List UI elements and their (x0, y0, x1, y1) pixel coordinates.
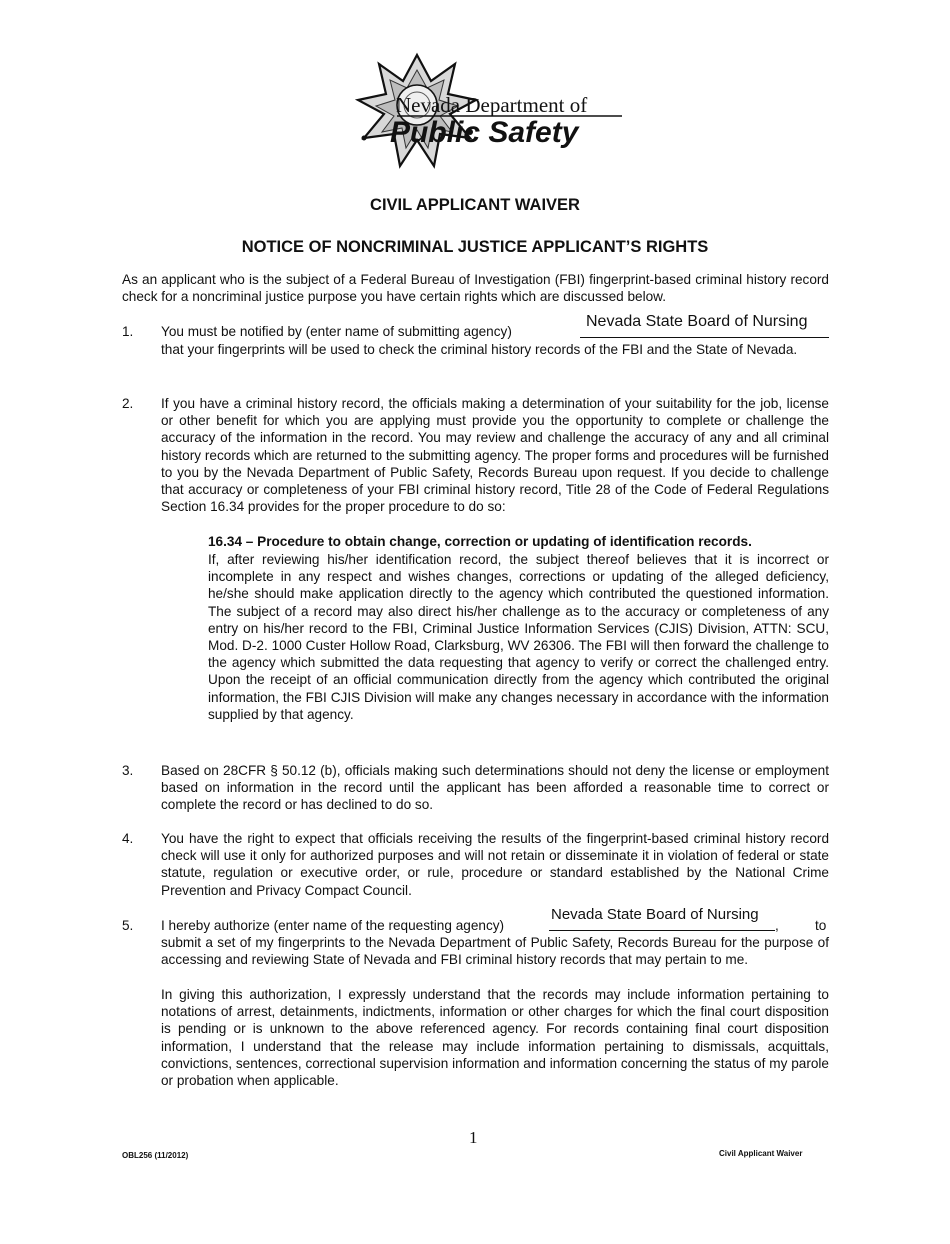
form-name: Civil Applicant Waiver (719, 1149, 803, 1158)
item-5-prefix: I hereby authorize (enter name of the requesting agency) (161, 918, 505, 933)
form-title: CIVIL APPLICANT WAIVER (370, 196, 580, 214)
intro-paragraph: As an applicant who is the subject of a Federal Bureau of Investigation (FBI) fingerprint-based criminal history record check for a noncriminal justice purpose you have certain rights which are discussed below. (122, 272, 829, 305)
item-5-text: submit a set of my fingerprints to the Nevada Department of Public Safety, Records Bureau for the purpose of accessing and reviewing State of Nevada and FBI criminal history records that may pertain to me. (161, 935, 829, 968)
page-number: 1 (469, 1128, 478, 1147)
item-5-to: to (815, 918, 827, 933)
item-3-text: Based on 28CFR § 50.12 (b), officials making such determinations should not deny the license or employment based on information in the record until the applicant has been afforded a reasonable time to correct or complete the record or has declined to do so. (161, 763, 829, 813)
item-4-number: 4. (122, 831, 134, 846)
item-5-number: 5. (122, 918, 134, 933)
item-5-comma: , (775, 918, 779, 933)
item-2-text: If you have a criminal history record, the officials making a determination of your suitability for the job, license or other benefit for which you are applying must provide you the opportunity to complete or challenge the accuracy of the information in the record. You may review and challenge the accuracy of any and all criminal history records which are returned to the submitting agency. The proper forms and procedures will be furnished to you by the Nevada Department of Public Safety, Records Bureau upon request. If you decide to challenge that accuracy or completeness of your FBI criminal history record, Title 28 of the Code of Federal Regulations Section 16.34 provides for the proper procedure to do so: (161, 396, 829, 515)
logo-line1: Nevada Department of (396, 93, 588, 117)
item-5-text2: In giving this authorization, I expressly understand that the records may include information pertaining to notations of arrest, detainments, indictments, information or other charges for which the final court disposition is pending or is unknown to the above referenced agency. For records containing final court disposition information, I understand that the release may include information pertaining to dismissals, acquittals, convictions, sentences, correctional supervision information and information concerning the status of my parole or probation when applicable. (161, 987, 829, 1089)
nevada-dps-logo (352, 50, 632, 175)
item-3-number: 3. (122, 763, 134, 778)
form-subtitle: NOTICE OF NONCRIMINAL JUSTICE APPLICANT’S RIGHTS (241, 238, 709, 256)
item-2-subtext: If, after reviewing his/her identification record, the subject thereof believes that it is incorrect or incomplete in any respect and wishes changes, corrections or updating of the alleged deficiency, he/she should make application directly to the agency which contributed the questioned information. The subject of a record may also direct his/her challenge as to the accuracy or completeness of any entry on his/her record to the FBI, Criminal Justice Information Services (CJIS) Division, ATTN: SCU, Mod. D-2. 1000 Custer Hollow Road, Clarksburg, WV 26306. The FBI will then forward the challenge to the agency which submitted the data requesting that agency to verify or correct the challenged entry. Upon the receipt of an official communication directly from the agency which contributed the original information, the FBI CJIS Division will make any changes necessary in accordance with the information supplied by that agency. (208, 552, 829, 722)
item-1-text: that your fingerprints will be used to check the criminal history records of the FBI and the State of Nevada. (161, 342, 798, 357)
item-5-agency-field[interactable]: Nevada State Board of Nursing (551, 906, 759, 923)
item-1-agency-field[interactable]: Nevada State Board of Nursing (586, 313, 808, 330)
item-1-underline (580, 337, 829, 338)
item-4-text: You have the right to expect that officials receiving the results of the fingerprint-based criminal history record check will use it only for authorized purposes and will not retain or disseminate it in violation of federal or state statute, regulation or executive order, or rule, procedure or standard established by the National Crime Prevention and Privacy Compact Council. (161, 831, 829, 898)
item-1-prefix: You must be notified by (enter name of submitting agency) (161, 324, 512, 339)
item-2-subheading: 16.34 – Procedure to obtain change, correction or updating of identification records. (208, 534, 752, 549)
item-1-number: 1. (122, 324, 134, 339)
form-code: OBL256 (11/2012) (122, 1151, 189, 1160)
item-5-underline (549, 930, 775, 931)
item-2-number: 2. (122, 396, 134, 411)
logo-line2: Public Safety (390, 116, 579, 149)
